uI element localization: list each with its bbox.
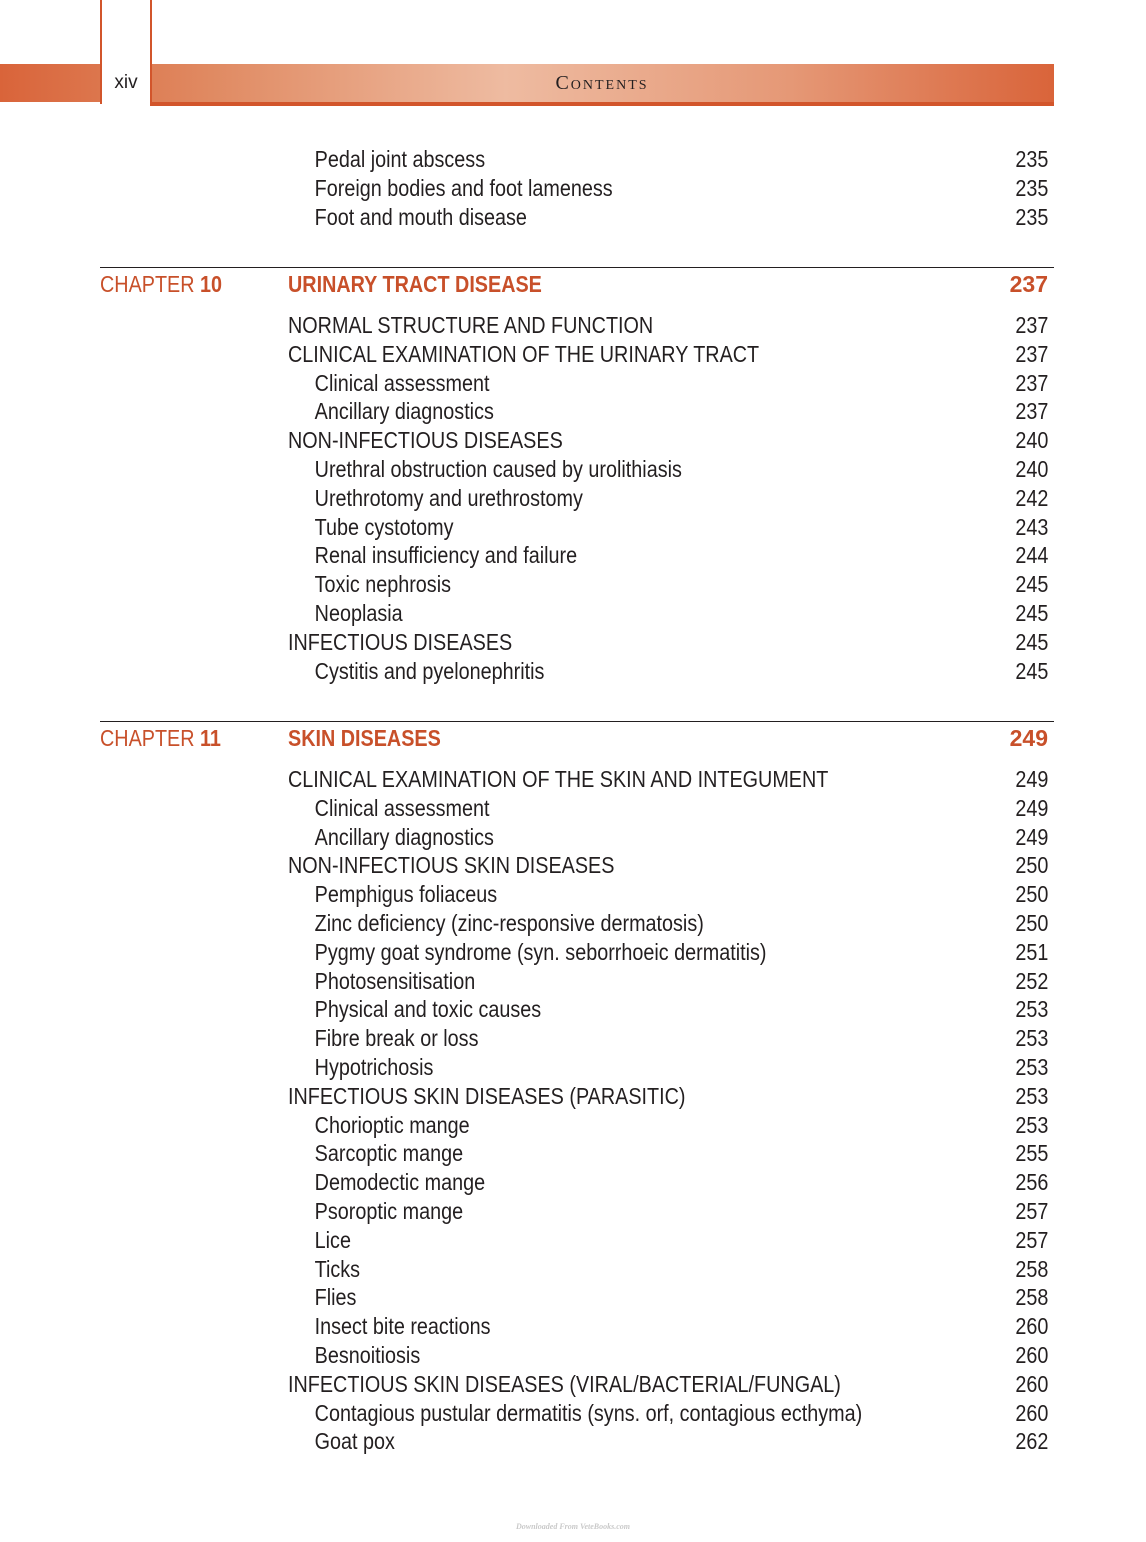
chapter-number: 10 — [200, 271, 223, 297]
toc-entry[interactable] — [288, 1255, 942, 1283]
toc-entry-page: 257 — [1014, 1198, 1048, 1224]
toc-entry-title: CLINICAL EXAMINATION OF THE SKIN AND INTEGUMENT — [288, 766, 829, 792]
toc-entry-page: 237 — [1014, 340, 1048, 367]
toc-entry-title: Cystitis and pyelonephritis — [314, 657, 545, 684]
toc-entry[interactable] — [288, 484, 942, 512]
toc-entry[interactable] — [288, 794, 942, 822]
toc-entry-page: 245 — [1014, 628, 1048, 655]
toc-entry[interactable] — [288, 938, 942, 966]
toc-entry-page: 237 — [1014, 312, 1048, 338]
toc-entry-title: INFECTIOUS SKIN DISEASES (PARASITIC) — [288, 1082, 686, 1109]
toc-entry-page: 244 — [1014, 542, 1048, 569]
toc-entry[interactable] — [288, 513, 942, 541]
chapter-rule — [100, 267, 1054, 268]
toc-entry[interactable] — [288, 1370, 942, 1398]
toc-entry[interactable] — [288, 967, 942, 995]
toc-entry-title: Clinical assessment — [314, 369, 490, 396]
toc-entry-title: Pemphigus foliaceus — [314, 881, 498, 908]
toc-entry[interactable] — [288, 851, 942, 879]
toc-entry[interactable] — [288, 1427, 942, 1455]
toc-entry-page: 253 — [1014, 1025, 1048, 1052]
toc-entry-title: Besnoitiosis — [314, 1342, 421, 1368]
toc-entry-page: 242 — [1014, 484, 1048, 511]
toc-entry-title: Flies — [314, 1284, 357, 1311]
toc-entry[interactable] — [288, 1024, 942, 1052]
toc-entry-page: 243 — [1014, 513, 1048, 540]
chapter-title[interactable]: SKIN DISEASES — [288, 725, 441, 751]
toc-entry-title: Zinc deficiency (zinc-responsive dermatosis) — [314, 910, 704, 936]
chapter-rule — [100, 721, 1054, 722]
running-head: Contents — [555, 72, 649, 94]
toc-entry-title: INFECTIOUS SKIN DISEASES (VIRAL/BACTERIAL/FUNGAL) — [288, 1370, 841, 1397]
toc-entry-page: 256 — [1014, 1169, 1048, 1196]
toc-entry-title: Clinical assessment — [314, 794, 490, 821]
toc-entry[interactable] — [288, 765, 942, 793]
toc-entry[interactable] — [288, 311, 942, 339]
toc-entry-title: Urethral obstruction caused by urolithiasis — [314, 456, 682, 482]
toc-entry-title: Insect bite reactions — [314, 1313, 491, 1340]
toc-entry-title: Demodectic mange — [314, 1169, 486, 1196]
toc-entry-page: 253 — [1014, 1111, 1048, 1138]
toc-entry[interactable] — [288, 570, 942, 598]
toc-entry[interactable] — [288, 1312, 942, 1340]
toc-entry-page: 260 — [1014, 1399, 1048, 1426]
toc-entry-title: NON-INFECTIOUS SKIN DISEASES — [288, 852, 615, 879]
toc-entry-title: Tube cystotomy — [314, 513, 454, 540]
toc-entry-page: 235 — [1014, 146, 1048, 172]
chapter-label — [100, 270, 222, 298]
toc-entry-title: Pygmy goat syndrome (syn. seborrhoeic dermatitis) — [314, 938, 767, 965]
toc-entry-page: 249 — [1014, 766, 1048, 792]
toc-entry[interactable] — [288, 1111, 942, 1139]
toc-entry-title: Renal insufficiency and failure — [314, 542, 578, 569]
toc-entry-title: Hypotrichosis — [314, 1054, 434, 1080]
toc-entry-page: 245 — [1014, 571, 1048, 598]
toc-entry-title: Urethrotomy and urethrostomy — [314, 484, 583, 511]
toc-entry-page: 235 — [1014, 174, 1048, 201]
toc-entry-page: 240 — [1014, 456, 1048, 482]
toc-entry-page: 249 — [1014, 823, 1048, 850]
chapter-label-text: CHAPTER — [100, 271, 195, 297]
toc-entry[interactable] — [288, 1082, 942, 1110]
toc-entry-title: Neoplasia — [314, 600, 403, 626]
toc-entry-page: 249 — [1014, 794, 1048, 821]
toc-entry-title: Toxic nephrosis — [314, 571, 451, 598]
chapter-label-text: CHAPTER — [100, 725, 195, 751]
toc-entry-page: 250 — [1014, 881, 1048, 908]
toc-entry[interactable] — [288, 1197, 942, 1225]
chapter-page: 237 — [1009, 271, 1048, 297]
toc-entry[interactable] — [288, 397, 942, 425]
toc-entry-page: 245 — [1014, 600, 1048, 626]
toc-entry-page: 245 — [1014, 657, 1048, 684]
toc-entry-title: Photosensitisation — [314, 967, 476, 994]
toc-entry[interactable] — [288, 541, 942, 569]
toc-entry[interactable] — [288, 203, 942, 231]
toc-entry-page: 262 — [1014, 1428, 1048, 1455]
toc-entry[interactable] — [288, 1168, 942, 1196]
toc-entry[interactable] — [288, 426, 942, 454]
toc-entry-title: Foot and mouth disease — [314, 203, 527, 230]
toc-entry[interactable] — [288, 1139, 942, 1167]
toc-entry[interactable] — [288, 1399, 942, 1427]
toc-entry-page: 250 — [1014, 910, 1048, 936]
watermark: Downloaded From VeteBooks.com — [515, 1522, 630, 1531]
toc-entry[interactable] — [288, 995, 942, 1023]
toc-entry-title: NON-INFECTIOUS DISEASES — [288, 427, 563, 454]
toc-entry[interactable] — [288, 599, 942, 627]
toc-entry-page: 260 — [1014, 1313, 1048, 1340]
toc-entry[interactable] — [288, 1283, 942, 1311]
toc-entry[interactable] — [288, 174, 942, 202]
toc-entry-page: 237 — [1014, 398, 1048, 425]
toc-entry[interactable] — [288, 628, 942, 656]
toc-entry[interactable] — [288, 909, 942, 937]
toc-entry[interactable] — [288, 1226, 942, 1254]
toc-entry[interactable] — [288, 657, 942, 685]
toc-entry-title: Lice — [314, 1226, 351, 1253]
chapter-title[interactable]: URINARY TRACT DISEASE — [288, 271, 542, 297]
toc-entry-title: INFECTIOUS DISEASES — [288, 628, 513, 655]
toc-entry-page: 257 — [1014, 1226, 1048, 1253]
toc-entry[interactable] — [288, 340, 942, 368]
toc-entry-title: NORMAL STRUCTURE AND FUNCTION — [288, 312, 654, 338]
chapter-number: 11 — [200, 725, 221, 751]
toc-entry[interactable] — [288, 823, 942, 851]
toc-entry-page: 253 — [1014, 1054, 1048, 1080]
toc-entry-page: 255 — [1014, 1140, 1048, 1167]
toc-entry-title: Contagious pustular dermatitis (syns. orf, contagious ecthyma) — [314, 1399, 863, 1426]
toc-entry-page: 258 — [1014, 1284, 1048, 1311]
toc-entry-page: 240 — [1014, 427, 1048, 454]
toc-entry-title: Fibre break or loss — [314, 1025, 479, 1052]
toc-entry-page: 250 — [1014, 852, 1048, 879]
toc-entry-page: 253 — [1014, 1082, 1048, 1109]
toc-entry-page: 253 — [1014, 996, 1048, 1023]
toc-entry-title: CLINICAL EXAMINATION OF THE URINARY TRACT — [288, 340, 760, 367]
toc-entry-title: Sarcoptic mange — [314, 1140, 464, 1167]
page-number: xiv — [114, 72, 138, 93]
header-rule — [150, 102, 1054, 106]
toc-entry-page: 258 — [1014, 1255, 1048, 1282]
toc-entry-title: Pedal joint abscess — [314, 146, 486, 172]
chapter-label — [100, 724, 221, 752]
toc-entry[interactable] — [288, 1053, 942, 1081]
toc-entry[interactable] — [288, 1341, 942, 1369]
toc-entry-title: Foreign bodies and foot lameness — [314, 174, 613, 201]
toc-entry[interactable] — [288, 455, 942, 483]
toc-entry-title: Ticks — [314, 1255, 361, 1282]
toc-entry-title: Physical and toxic causes — [314, 996, 542, 1023]
toc-entry-title: Psoroptic mange — [314, 1198, 464, 1224]
toc-entry-page: 237 — [1014, 369, 1048, 396]
toc-entry[interactable] — [288, 880, 942, 908]
chapter-page: 249 — [1009, 725, 1048, 751]
toc-entry-page: 260 — [1014, 1342, 1048, 1368]
toc-entry-title: Ancillary diagnostics — [314, 398, 494, 425]
toc-entry[interactable] — [288, 369, 942, 397]
toc-entry[interactable] — [288, 145, 942, 173]
toc-entry-title: Goat pox — [314, 1428, 395, 1455]
toc-entry-page: 252 — [1014, 967, 1048, 994]
toc-entry-title: Chorioptic mange — [314, 1111, 470, 1138]
toc-entry-page: 251 — [1014, 938, 1048, 965]
toc-entry-page: 235 — [1014, 203, 1048, 230]
toc-entry-page: 260 — [1014, 1370, 1048, 1397]
toc-entry-title: Ancillary diagnostics — [314, 823, 494, 850]
